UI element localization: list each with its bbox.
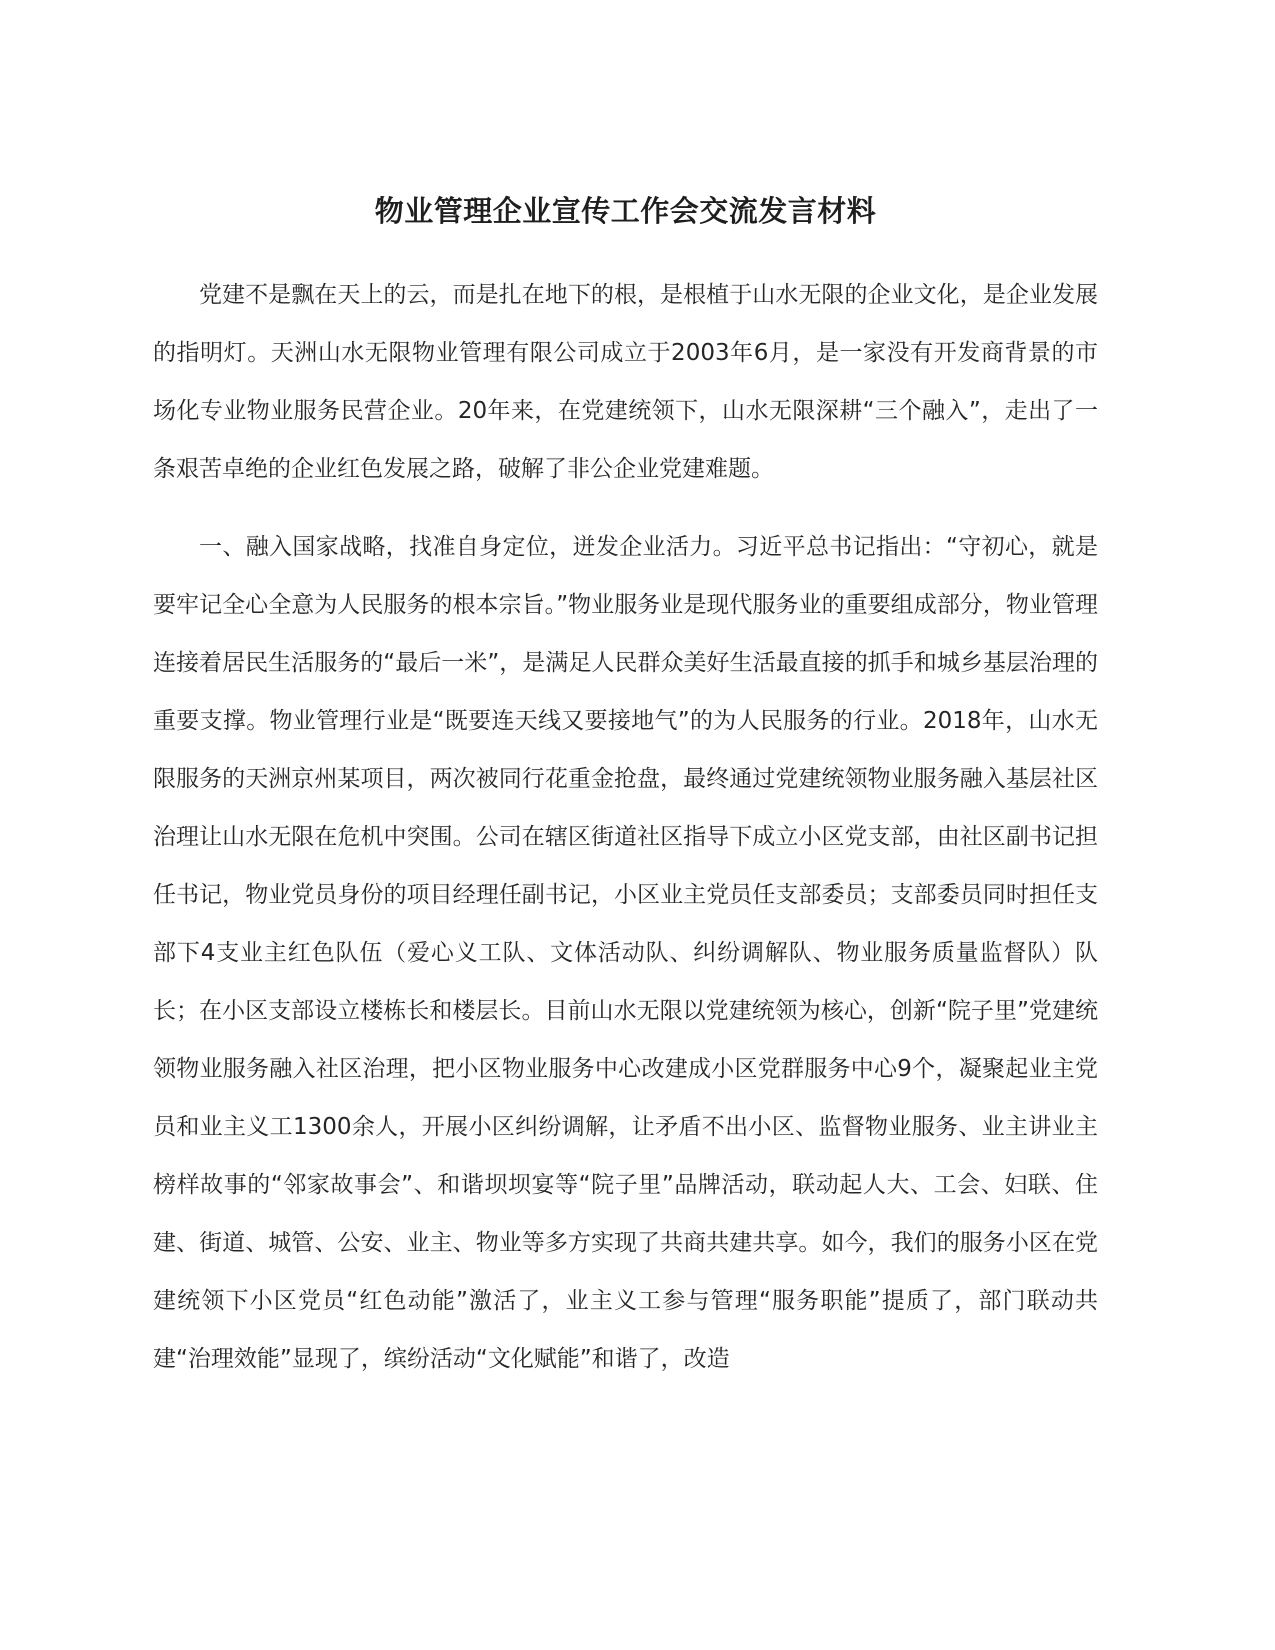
- paragraph-section-one: 一、融入国家战略，找准自身定位，迸发企业活力。习近平总书记指出：“守初心，就是要牢记全心全意为人民服务的根本宗旨。”物业服务业是现代服务业的重要组成部分，物业管理连接着居民生活服务的“最后一米”，是满足人民群众美好生活最直接的抓手和城乡基层治理的重要支撑。物业管理行业是“既要连天线又要接地气”的为人民服务的行业。2018年，山水无限服务的天洲京州某项目，两次被同行花重金抢盘，最终通过党建统领物业服务融入基层社区治理让山水无限在危机中突围。公司在辖区街道社区指导下成立小区党支部，由社区副书记担任书记，物业党员身份的项目经理任副书记，小区业主党员任支部委员；支部委员同时担任支部下4支业主红色队伍（爱心义工队、文体活动队、纠纷调解队、物业服务质量监督队）队长；在小区支部设立楼栋长和楼层长。目前山水无限以党建统领为核心，创新“院子里”党建统领物业服务融入社区治理，把小区物业服务中心改建成小区党群服务中心9个，凝聚起业主党员和业主义工1300余人，开展小区纠纷调解，让矛盾不出小区、监督物业服务、业主讲业主榜样故事的“邻家故事会”、和谐坝坝宴等“院子里”品牌活动，联动起人大、工会、妇联、住建、街道、城管、公安、业主、物业等多方实现了共商共建共享。如今，我们的服务小区在党建统领下小区党员“红色动能”激活了，业主义工参与管理“服务职能”提质了，部门联动共建“治理效能”显现了，缤纷活动“文化赋能”和谐了，改造: [153, 534, 1098, 1372]
- paragraph-intro: 党建不是飘在天上的云，而是扎在地下的根，是根植于山水无限的企业文化，是企业发展的指明灯。天洲山水无限物业管理有限公司成立于2003年6月，是一家没有开发商背景的市场化专业物业服务民营企业。20年来，在党建统领下，山水无限深耕“三个融入”，走出了一条艰苦卓绝的企业红色发展之路，破解了非公企业党建难题。: [153, 282, 1098, 482]
- document-title: 物业管理企业宣传工作会交流发言材料: [374, 194, 877, 228]
